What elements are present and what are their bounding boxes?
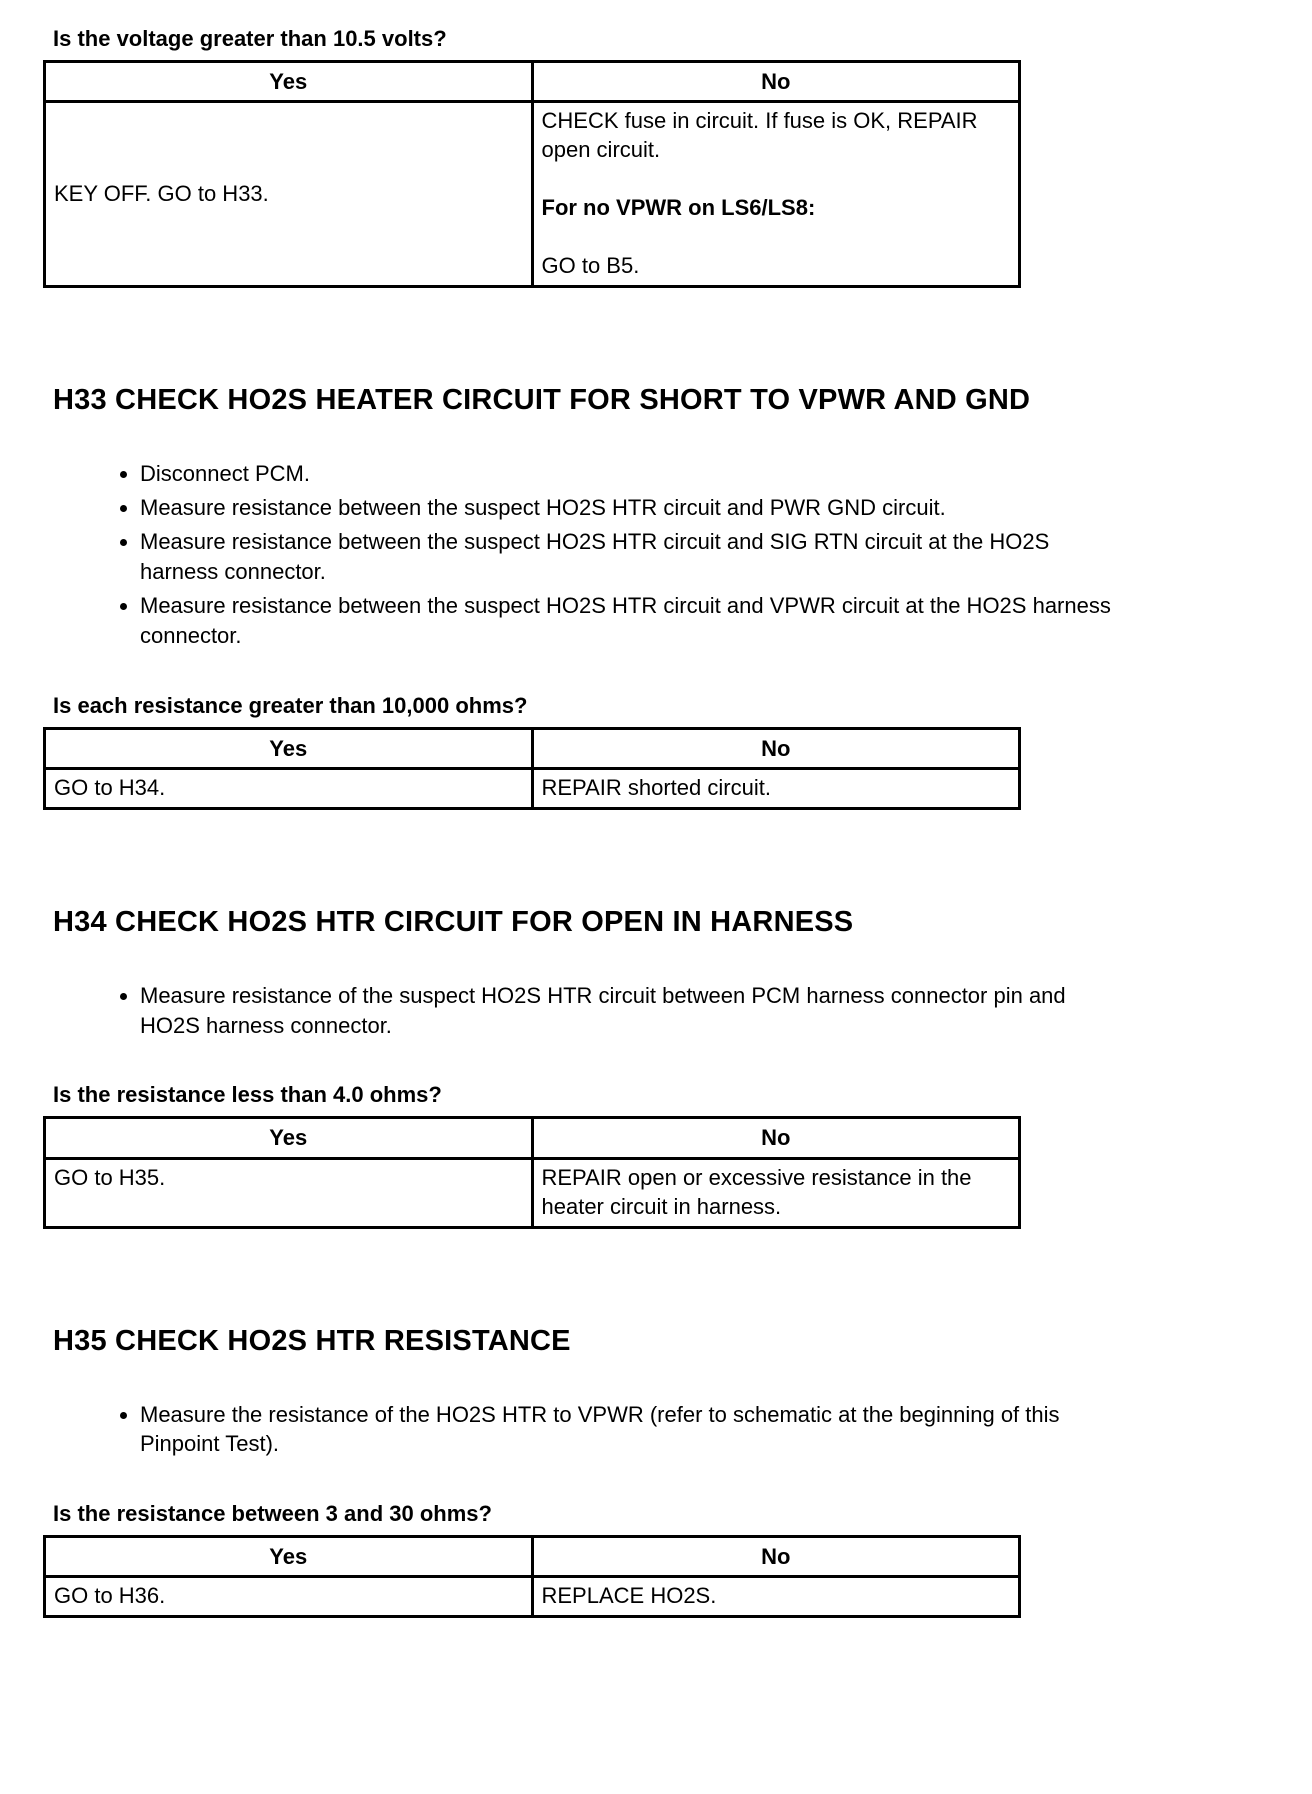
yes-header: Yes bbox=[45, 1537, 533, 1577]
pinpoint-section-h33 bbox=[43, 384, 1312, 810]
no-cell-line: CHECK fuse in circuit. If fuse is OK, REPAIR open circuit. bbox=[541, 108, 978, 163]
yes-header: Yes bbox=[45, 1118, 533, 1158]
no-cell bbox=[532, 102, 1020, 287]
yes-cell: GO to H34. bbox=[45, 768, 533, 808]
pinpoint-section-h34 bbox=[43, 906, 1312, 1229]
yes-cell: GO to H36. bbox=[45, 1577, 533, 1617]
yes-header: Yes bbox=[45, 728, 533, 768]
section-heading: H34 CHECK HO2S HTR CIRCUIT FOR OPEN IN HARNESS bbox=[53, 905, 854, 938]
decision-table bbox=[43, 727, 1021, 810]
question: Is each resistance greater than 10,000 ohms? bbox=[53, 692, 528, 718]
decision-table bbox=[43, 60, 1021, 288]
no-cell: REPLACE HO2S. bbox=[532, 1577, 1020, 1617]
question: Is the resistance between 3 and 30 ohms? bbox=[53, 1501, 492, 1527]
no-cell: REPAIR open or excessive resistance in the heater circuit in harness. bbox=[532, 1158, 1020, 1227]
bullet-list bbox=[43, 459, 1130, 650]
bullet-item: • Measure the resistance of the HO2S HTR to VPWR (refer to schematic at the beginning of this Pinpoint Test). bbox=[140, 1400, 1130, 1460]
pinpoint-section-h35 bbox=[43, 1325, 1312, 1619]
yes-cell: KEY OFF. GO to H33. bbox=[45, 102, 533, 287]
no-header: No bbox=[532, 1537, 1020, 1577]
bullet-list bbox=[43, 981, 1130, 1041]
no-cell: REPAIR shorted circuit. bbox=[532, 768, 1020, 808]
bullet-item: • Measure resistance between the suspect HO2S HTR circuit and VPWR circuit at the HO2S harness connector. bbox=[140, 591, 1130, 651]
no-header: No bbox=[532, 728, 1020, 768]
decision-table bbox=[43, 1535, 1021, 1618]
bullet-item: • Disconnect PCM. bbox=[140, 459, 1130, 489]
no-header: No bbox=[532, 1118, 1020, 1158]
decision-table bbox=[43, 1116, 1021, 1228]
question: Is the resistance less than 4.0 ohms? bbox=[53, 1082, 442, 1108]
bullet-list bbox=[43, 1400, 1130, 1460]
yes-cell: GO to H35. bbox=[45, 1158, 533, 1227]
bullet-item: • Measure resistance of the suspect HO2S HTR circuit between PCM harness connector pin and HO2S harness connector. bbox=[140, 981, 1130, 1041]
bullet-item: • Measure resistance between the suspect HO2S HTR circuit and SIG RTN circuit at the HO2S harness connector. bbox=[140, 527, 1130, 587]
no-cell-bold-line: For no VPWR on LS6/LS8: bbox=[541, 195, 816, 221]
question: Is the voltage greater than 10.5 volts? bbox=[53, 26, 447, 51]
section-heading: H35 CHECK HO2S HTR RESISTANCE bbox=[53, 1324, 571, 1357]
section-heading: H33 CHECK HO2S HEATER CIRCUIT FOR SHORT TO VPWR AND GND bbox=[53, 384, 1031, 417]
no-header: No bbox=[532, 62, 1020, 102]
bullet-item: • Measure resistance between the suspect HO2S HTR circuit and PWR GND circuit. bbox=[140, 493, 1130, 523]
no-cell-line: GO to B5. bbox=[541, 253, 640, 279]
yes-header: Yes bbox=[45, 62, 533, 102]
